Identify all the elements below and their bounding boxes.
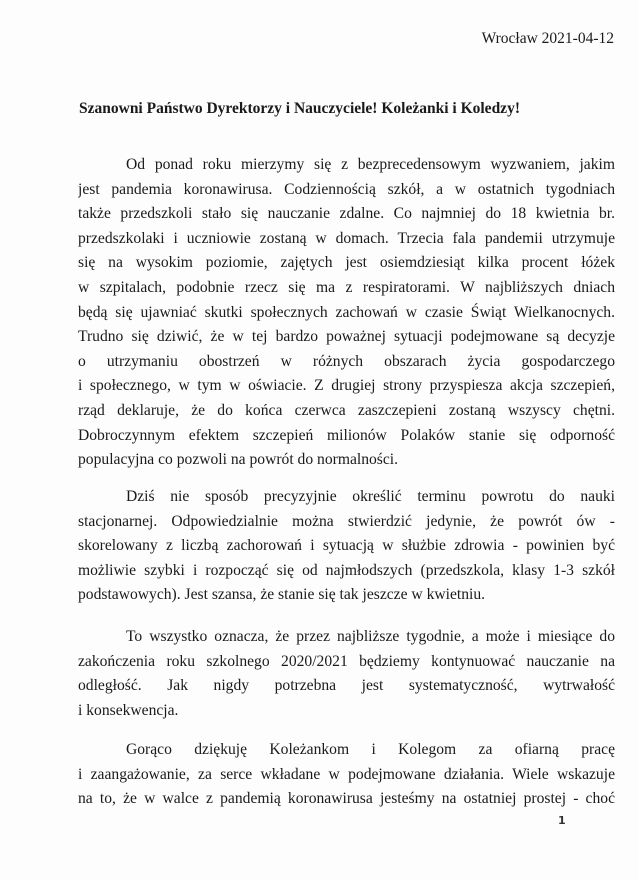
text-line: będą się ujawniać skutki społecznych zachowań w czasie Świąt Wielkanocnych. bbox=[78, 303, 615, 321]
place-and-date: Wrocław 2021-04-12 bbox=[481, 30, 614, 47]
text-line: Trudno się dziwić, że w tej bardzo poważnej sytuacji podejmowane są decyzje bbox=[78, 328, 615, 346]
text-line: rząd deklaruje, że do końca czerwca zaszczepieni zostaną wszyscy chętni. bbox=[78, 401, 615, 419]
text-line: i społecznego, w tym w oświacie. Z drugiej strony przyspiesza akcja szczepień, bbox=[78, 377, 615, 395]
text-line: przedszkolaki i uczniowie zostaną w domach. Trzecia fala pandemii utrzymuje bbox=[78, 229, 615, 247]
page-number: 1 bbox=[558, 814, 566, 827]
text-line: w szpitalach, podobnie rzecz się ma z respiratorami. W najbliższych dniach bbox=[78, 278, 615, 296]
text-line: skorelowany z liczbą zachorowań i sytuacją w służbie zdrowia - powinien być bbox=[78, 537, 615, 555]
salutation-heading: Szanowni Państwo Dyrektorzy i Nauczyciele! Koleżanki i Koledzy! bbox=[79, 100, 520, 117]
text-line: populacyjna co pozwoli na powrót do normalności. bbox=[78, 451, 399, 469]
text-line: Dziś nie sposób precyzyjnie określić terminu powrotu do nauki bbox=[126, 488, 615, 505]
text-line: i konsekwencja. bbox=[78, 701, 179, 719]
text-line: jest pandemia koronawirusa. Codziennością szkół, a w ostatnich tygodniach bbox=[78, 180, 615, 198]
text-line: zakończenia roku szkolnego 2020/2021 będziemy kontynuować nauczanie na bbox=[78, 652, 615, 670]
text-line: Od ponad roku mierzymy się z bezprecedensowym wyzwaniem, jakim bbox=[126, 156, 615, 173]
text-line: na to, że w walce z pandemią koronawirusa jesteśmy na ostatniej prostej - choć bbox=[78, 790, 615, 808]
text-line: także przedszkoli stało się nauczanie zdalne. Co najmniej do 18 kwietnia br. bbox=[78, 205, 615, 223]
text-line: Dobroczynnym efektem szczepień milionów Polaków stanie się odporność bbox=[78, 426, 615, 444]
paragraph-1 bbox=[78, 153, 615, 473]
paragraph-2 bbox=[78, 485, 615, 608]
text-line: i zaangażowanie, za serce wkładane w podejmowane działania. Wiele wskazuje bbox=[78, 765, 615, 783]
text-line: o utrzymaniu obostrzeń w różnych obszarach życia gospodarczego bbox=[78, 352, 615, 370]
text-line: się na wysokim poziomie, zajętych jest osiemdziesiąt kilka procent łóżek bbox=[78, 254, 615, 272]
text-line: Gorąco dziękuję Koleżankom i Kolegom za ofiarną pracę bbox=[126, 741, 615, 758]
text-line: To wszystko oznacza, że przez najbliższe tygodnie, a może i miesiące do bbox=[126, 628, 615, 645]
text-line: stacjonarnej. Odpowiedzialnie można stwierdzić jedynie, że powrót ów - bbox=[78, 512, 615, 530]
text-line: odległość. Jak nigdy potrzebna jest systematyczność, wytrwałość bbox=[78, 677, 615, 695]
paragraph-3 bbox=[78, 625, 615, 723]
paragraph-4 bbox=[78, 738, 615, 812]
text-line: możliwie szybki i rozpocząć się od najmłodszych (przedszkola, klasy 1-3 szkół bbox=[78, 561, 615, 579]
text-line: podstawowych). Jest szansa, że stanie się tak jeszcze w kwietniu. bbox=[78, 586, 486, 604]
